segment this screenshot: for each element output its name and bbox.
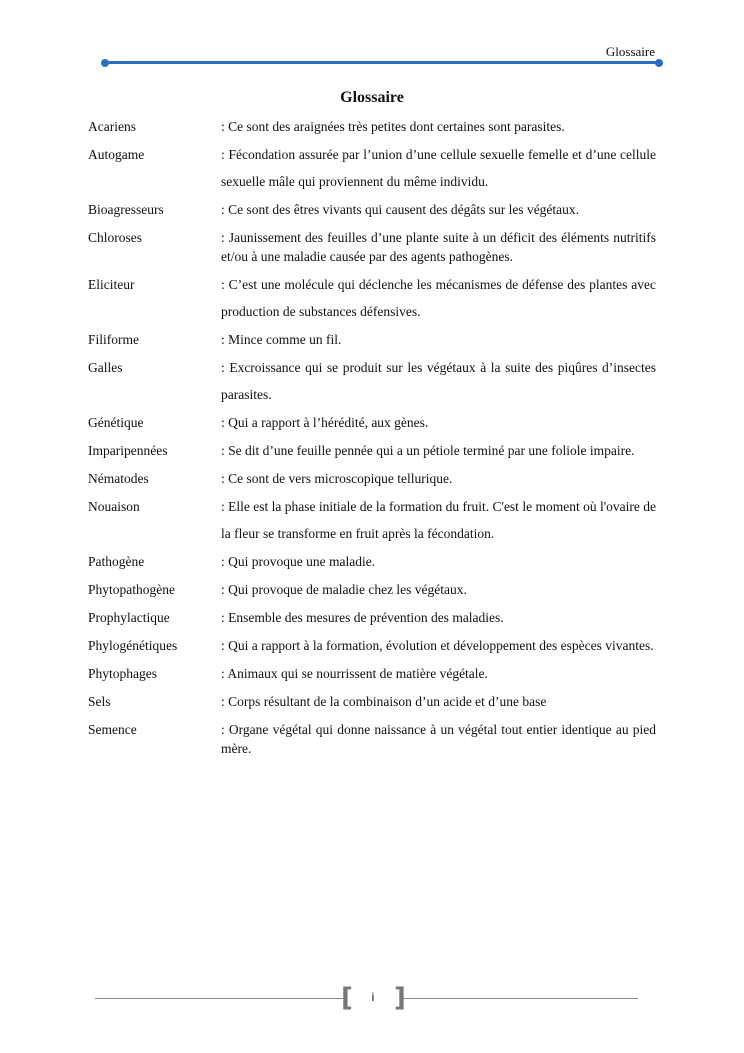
glossary-definition: : Se dit d’une feuille pennée qui a un pétiole terminé par une foliole impaire. <box>221 443 635 458</box>
glossary-term: Phylogénétiques <box>88 638 178 653</box>
glossary-term: Nématodes <box>88 471 149 486</box>
glossary-definition: : Corps résultant de la combinaison d’un acide et d’une base <box>221 694 547 709</box>
glossary-term: Pathogène <box>88 554 145 569</box>
page-number: i <box>371 990 375 1004</box>
glossary-entry <box>88 608 656 627</box>
glossary-entry <box>88 330 656 349</box>
glossary-entry <box>88 117 656 136</box>
glossary-definition: : Qui provoque une maladie. <box>221 554 376 569</box>
glossary-entry <box>88 636 656 655</box>
glossary-entry <box>88 275 656 321</box>
header-rule-dot-left <box>101 59 109 67</box>
glossary-entry <box>88 228 656 266</box>
glossary-term: Autogame <box>88 147 145 162</box>
glossary-definition: : Animaux qui se nourrissent de matière végétale. <box>221 666 488 681</box>
glossary-list <box>88 117 656 767</box>
glossary-term: Eliciteur <box>88 277 135 292</box>
glossary-entry <box>88 469 656 488</box>
glossary-definition: : Qui provoque de maladie chez les végétaux. <box>221 582 467 597</box>
glossary-definition: : Ensemble des mesures de prévention des maladies. <box>221 610 504 625</box>
glossary-term: Prophylactique <box>88 610 170 625</box>
footer-left-brace: [ <box>341 983 353 1013</box>
header-rule <box>105 61 660 64</box>
footer-rule-right <box>402 998 638 999</box>
glossary-entry <box>88 358 656 404</box>
glossary-definition: : Qui a rapport à l’hérédité, aux gènes. <box>221 415 429 430</box>
glossary-term: Acariens <box>88 119 136 134</box>
glossary-term: Bioagresseurs <box>88 202 164 217</box>
glossary-entry <box>88 200 656 219</box>
page-title: Glossaire <box>340 89 404 106</box>
glossary-entry <box>88 552 656 571</box>
page-header-label: Glossaire <box>605 44 655 59</box>
glossary-term: Imparipennées <box>88 443 168 458</box>
glossary-term: Semence <box>88 722 137 737</box>
glossary-term: Chloroses <box>88 230 142 245</box>
glossary-term: Nouaison <box>88 499 140 514</box>
glossary-definition: : Elle est la phase initiale de la formation du fruit. C'est le moment où l'ovaire de la fleur se transforme en fruit après la fécondation. <box>221 499 656 541</box>
glossary-term: Filiforme <box>88 332 139 347</box>
glossary-term: Génétique <box>88 415 144 430</box>
glossary-definition: : Mince comme un fil. <box>221 332 342 347</box>
glossary-definition: : Qui a rapport à la formation, évolution et développement des espèces vivantes. <box>221 638 654 653</box>
glossary-entry <box>88 580 656 599</box>
footer-right-brace: ] <box>394 983 406 1013</box>
glossary-entry <box>88 692 656 711</box>
glossary-definition: : Fécondation assurée par l’union d’une cellule sexuelle femelle et d’une cellule sexuelle mâle qui proviennent du même individu. <box>221 147 656 189</box>
glossary-definition: : Ce sont des êtres vivants qui causent des dégâts sur les végétaux. <box>221 202 580 217</box>
glossary-definition: : Excroissance qui se produit sur les végétaux à la suite des piqûres d’insectes parasites. <box>221 360 656 402</box>
glossary-term: Sels <box>88 694 111 709</box>
glossary-definition: : Jaunissement des feuilles d’une plante suite à un déficit des éléments nutritifs et/ou à une maladie causée par des agents pathogènes. <box>221 230 656 264</box>
glossary-entry <box>88 497 656 543</box>
footer-rule-left <box>95 998 343 999</box>
glossary-entry <box>88 441 656 460</box>
glossary-entry <box>88 664 656 683</box>
glossary-entry <box>88 145 656 191</box>
glossary-term: Phytophages <box>88 666 157 681</box>
glossary-term: Galles <box>88 360 123 375</box>
glossary-definition: : Ce sont des araignées très petites dont certaines sont parasites. <box>221 119 565 134</box>
glossary-entry <box>88 413 656 432</box>
glossary-term: Phytopathogène <box>88 582 175 597</box>
glossary-definition: : Organe végétal qui donne naissance à un végétal tout entier identique au pied mère. <box>221 722 656 756</box>
glossary-entry <box>88 720 656 758</box>
header-rule-dot-right <box>655 59 663 67</box>
glossary-definition: : Ce sont de vers microscopique tellurique. <box>221 471 453 486</box>
glossary-definition: : C’est une molécule qui déclenche les mécanismes de défense des plantes avec production de substances défensives. <box>221 277 656 319</box>
